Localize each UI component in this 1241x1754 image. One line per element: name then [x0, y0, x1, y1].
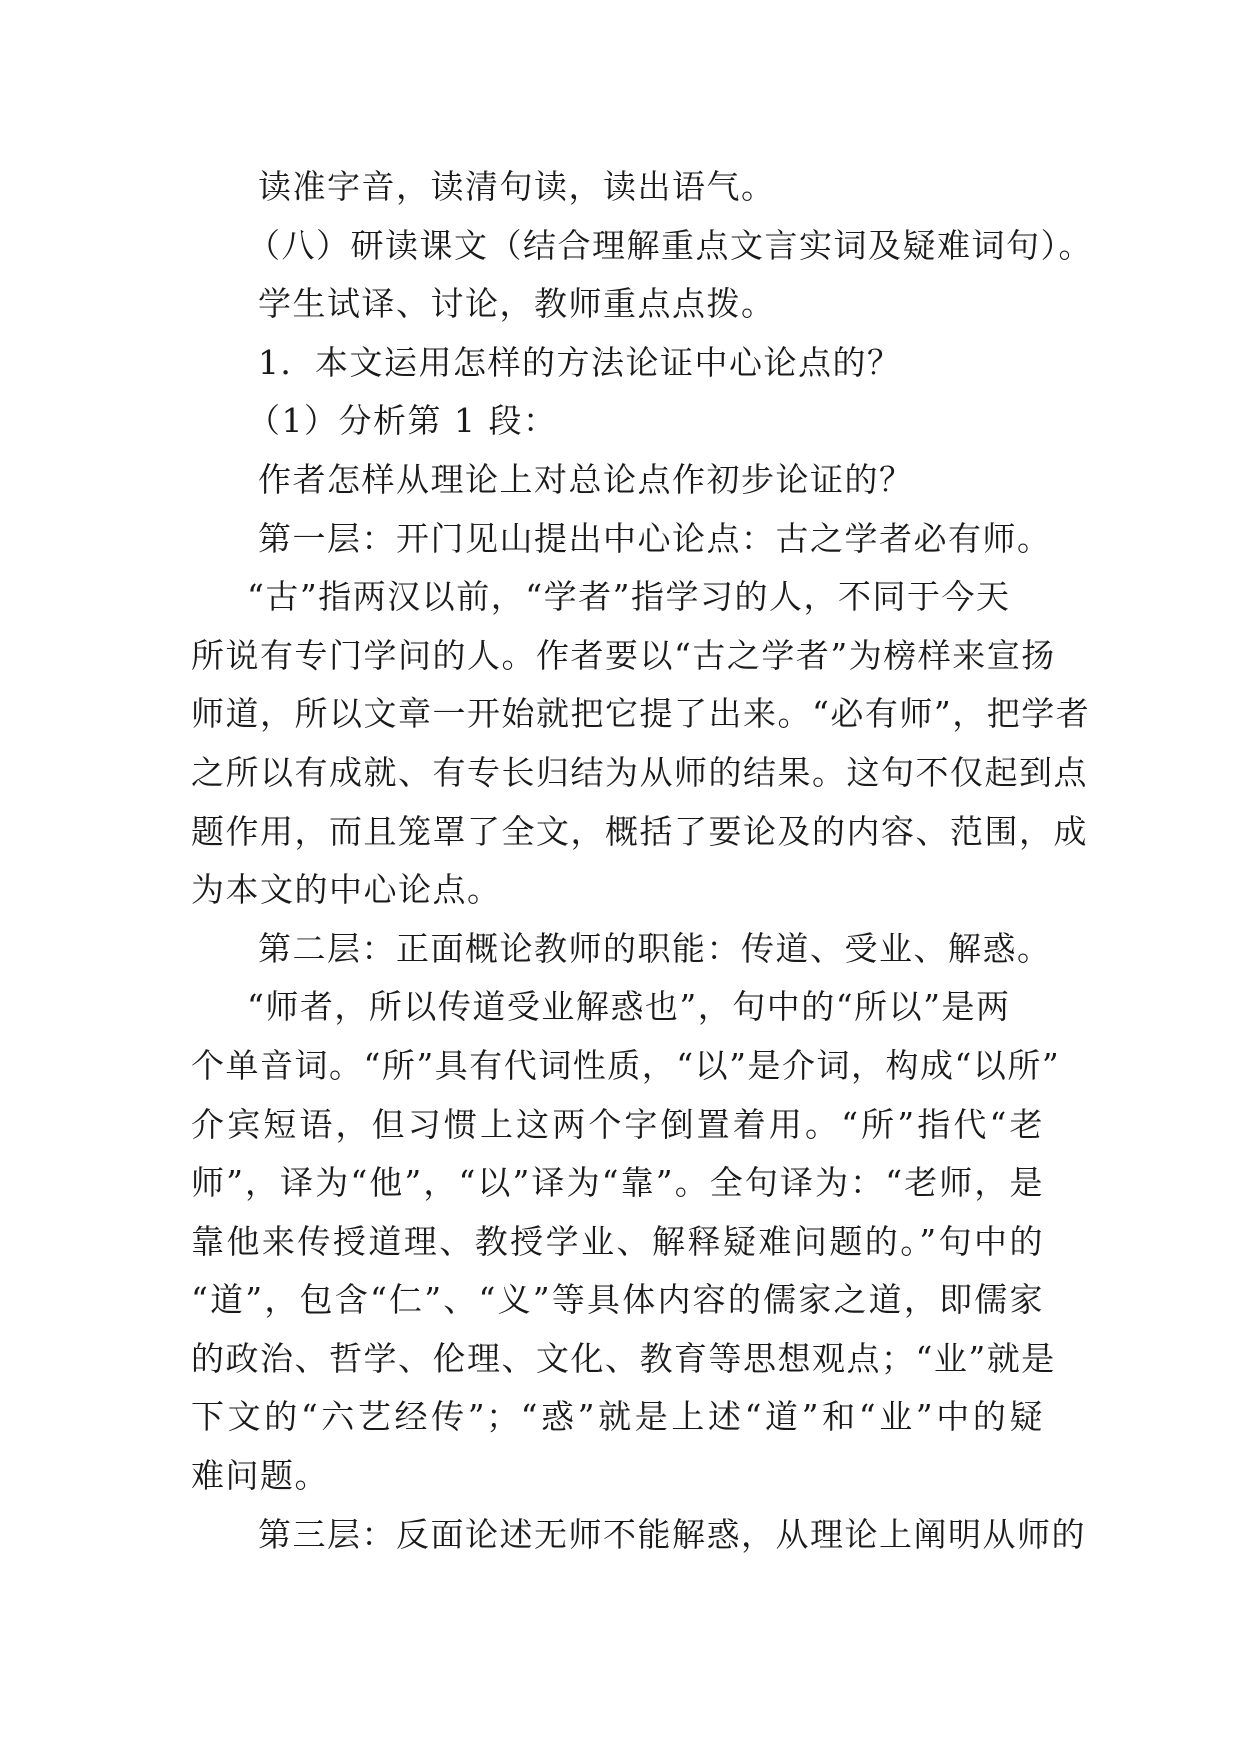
- text-line: 1．本文运用怎样的方法论证中心论点的？: [258, 342, 902, 382]
- text-line: 所说有专门学问的人。作者要以“古之学者”为榜样来宣扬: [191, 635, 1056, 675]
- body-text: [191, 158, 1093, 1564]
- text-line: 为本文的中心论点。: [191, 870, 502, 910]
- text-line: （1）分析第 1 段：: [247, 401, 558, 441]
- text-line: 作者怎样从理论上对总论点作初步论证的？: [258, 459, 914, 499]
- text-line: 的政治、哲学、伦理、文化、教育等思想观点；“业”就是: [191, 1338, 1056, 1378]
- text-line: 下文的“六艺经传”；“惑”就是上述“道”和“业”中的疑: [191, 1397, 1044, 1437]
- text-line: 第二层：正面概论教师的职能：传道、受业、解惑。: [258, 928, 1052, 968]
- text-line: 师”，译为“他”，“以”译为“靠”。全句译为：“老师，是: [191, 1163, 1044, 1203]
- text-line: “古”指两汉以前，“学者”指学习的人，不同于今天: [247, 577, 1011, 617]
- text-line: 师道，所以文章一开始就把它提了出来。“必有师”，把学者: [191, 694, 1091, 734]
- text-line: 题作用，而且笼罩了全文，概括了要论及的内容、范围，成: [191, 811, 1088, 851]
- text-line: 之所以有成就、有专长归结为从师的结果。这句不仅起到点: [191, 752, 1088, 792]
- text-line: 介宾短语，但习惯上这两个字倒置着用。“所”指代“老: [191, 1104, 1044, 1144]
- text-line: 第三层：反面论述无师不能解惑，从理论上阐明从师的: [258, 1514, 1086, 1554]
- text-line: 第一层：开门见山提出中心论点：古之学者必有师。: [258, 518, 1052, 558]
- text-line: （八）研读课文（结合理解重点文言实词及疑难词句）。: [247, 225, 1093, 265]
- text-line: “道”，包含“仁”、“义”等具体内容的儒家之道，即儒家: [191, 1280, 1044, 1320]
- text-line: 靠他来传授道理、教授学业、解释疑难问题的。”句中的: [191, 1221, 1044, 1261]
- text-line: “师者，所以传道受业解惑也”，句中的“所以”是两: [247, 987, 1011, 1027]
- text-line: 难问题。: [191, 1456, 329, 1496]
- text-line: 学生试译、讨论，教师重点点拨。: [258, 284, 776, 324]
- text-line: 读准字音，读清句读，读出语气。: [258, 167, 776, 206]
- text-line: 个单音词。“所”具有代词性质，“以”是介词，构成“以所”: [191, 1045, 1061, 1085]
